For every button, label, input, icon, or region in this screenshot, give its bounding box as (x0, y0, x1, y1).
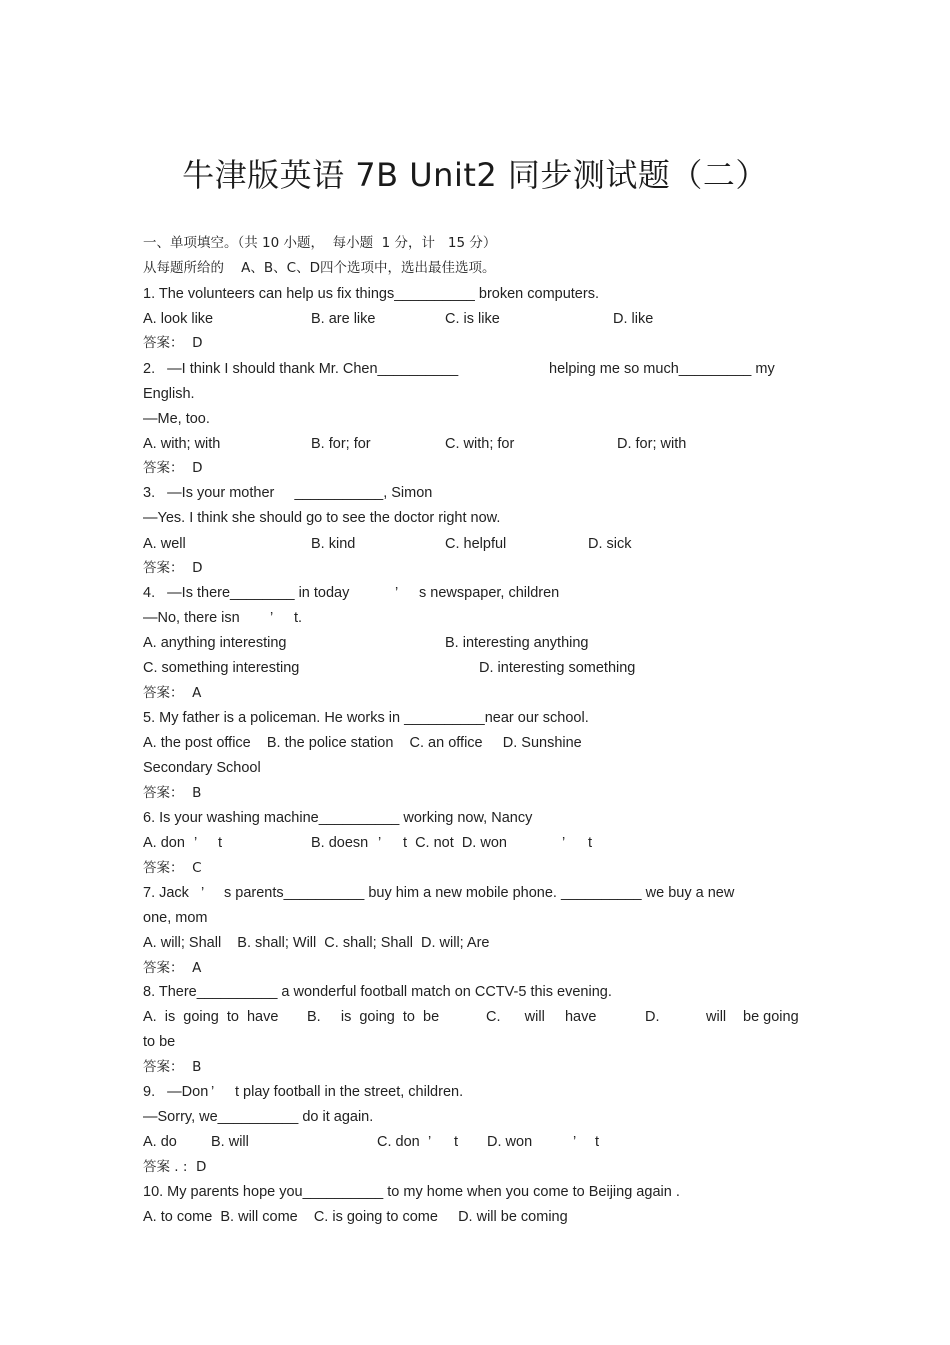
option-a: A. do (143, 1134, 177, 1150)
option-b: B. for; for (311, 436, 371, 452)
question-5-options: A. the post office B. the police station C. an office D. Sunshine (143, 735, 582, 751)
option-d: D. won (487, 1134, 533, 1150)
option-c: C. something interesting (143, 660, 300, 676)
question-7-answer: 答案： A (143, 960, 202, 976)
option-a: A. is going to have (143, 1009, 279, 1025)
question-8-answer: 答案： B (143, 1059, 202, 1075)
section-heading: 一、单项填空。（共 10 小题， 每小题 1 分，计 15 分） (143, 235, 497, 251)
question-3-stem: 3. —Is your mother ___________, Simon (143, 485, 433, 501)
option-a: A. with; with (143, 436, 221, 452)
stem-part: 4. —Is there________ in today (143, 585, 350, 601)
question-9-reply: —Sorry, we__________ do it again. (143, 1109, 374, 1125)
question-8-options-cont: to be (143, 1034, 176, 1050)
stem-part: helping me so much_________ my (549, 361, 775, 377)
option-c: C. helpful (445, 536, 507, 552)
question-5-options-cont: Secondary School (143, 760, 261, 776)
question-6-stem: 6. Is your washing machine__________ working now, Nancy (143, 810, 533, 826)
stem-part: ’ (395, 585, 399, 601)
option-d: D. interesting something (479, 660, 636, 676)
question-2-reply: —Me, too. (143, 411, 210, 427)
question-4-answer: 答案： A (143, 685, 202, 701)
reply-part: t. (294, 610, 303, 626)
question-10-stem: 10. My parents hope you__________ to my home when you come to Beijing again . (143, 1184, 680, 1200)
option-part: ’ (562, 835, 566, 851)
option-part: ’ (378, 835, 382, 851)
question-5-answer: 答案： B (143, 785, 202, 801)
option-a: A. well (143, 536, 186, 552)
option-a: A. anything interesting (143, 635, 287, 651)
question-2-stem-cont: English. (143, 386, 195, 402)
question-5-stem: 5. My father is a policeman. He works in __________near our school. (143, 710, 589, 726)
option-part: t (218, 835, 223, 851)
option-b: B. are like (311, 311, 376, 327)
option-c: C. with; for (445, 436, 515, 452)
option-part: ’ (428, 1134, 432, 1150)
option-c: C. is like (445, 311, 500, 327)
option-part: will (706, 1009, 727, 1025)
option-c: C. will have (486, 1009, 597, 1025)
stem-part: ’ (211, 1084, 215, 1100)
stem-part: t play football in the street, children. (235, 1084, 464, 1100)
option-b: B. interesting anything (445, 635, 589, 651)
reply-part: —No, there isn (143, 610, 240, 626)
question-3-answer: 答案： D (143, 560, 203, 576)
option-b: B. doesn (311, 835, 369, 851)
option-part: t (595, 1134, 600, 1150)
question-2-answer: 答案： D (143, 460, 203, 476)
stem-part: s newspaper, children (419, 585, 560, 601)
stem-part: s parents__________ buy him a new mobile phone. __________ we buy a new (224, 885, 735, 901)
option-d: D. like (613, 311, 654, 327)
question-6-answer: 答案： C (143, 860, 202, 876)
option-d: D. (645, 1009, 660, 1025)
stem-part: 2. —I think I should thank Mr. Chen__________ (143, 361, 459, 377)
question-10-options: A. to come B. will come C. is going to come D. will be coming (143, 1209, 568, 1225)
option-c: C. don (377, 1134, 420, 1150)
option-d: D. sick (588, 536, 632, 552)
option-part: ’ (194, 835, 198, 851)
option-part: t (454, 1134, 459, 1150)
option-b: B. is going to be (307, 1009, 440, 1025)
stem-part: 9. —Don (143, 1084, 209, 1100)
question-8-stem: 8. There__________ a wonderful football match on CCTV-5 this evening. (143, 984, 612, 1000)
option-b: B. kind (311, 536, 356, 552)
option-a: A. look like (143, 311, 214, 327)
question-3-reply: —Yes. I think she should go to see the doctor right now. (143, 510, 501, 526)
question-1-stem: 1. The volunteers can help us fix things__________ broken computers. (143, 286, 599, 302)
option-b: B. will (211, 1134, 249, 1150)
option-part: ’ (573, 1134, 577, 1150)
question-1-answer: 答案： D (143, 335, 203, 351)
option-part: t C. not D. won (403, 835, 507, 851)
section-instruction: 从每题所给的 A、B、C、D四个选项中，选出最佳选项。 (143, 260, 496, 276)
question-7-options: A. will; Shall B. shall; Will C. shall; Shall D. will; Are (143, 935, 490, 951)
question-9-answer: 答案 . : D (143, 1159, 207, 1175)
reply-part: ’ (270, 610, 274, 626)
option-a: A. don (143, 835, 185, 851)
document-title: 牛津版英语 7B Unit2 同步测试题（二） (182, 156, 768, 194)
stem-part: ’ (201, 885, 205, 901)
stem-part: 7. Jack (143, 885, 189, 901)
option-part: be going (743, 1009, 799, 1025)
option-d: D. for; with (617, 436, 687, 452)
question-7-stem-cont: one, mom (143, 910, 208, 926)
option-part: t (588, 835, 593, 851)
